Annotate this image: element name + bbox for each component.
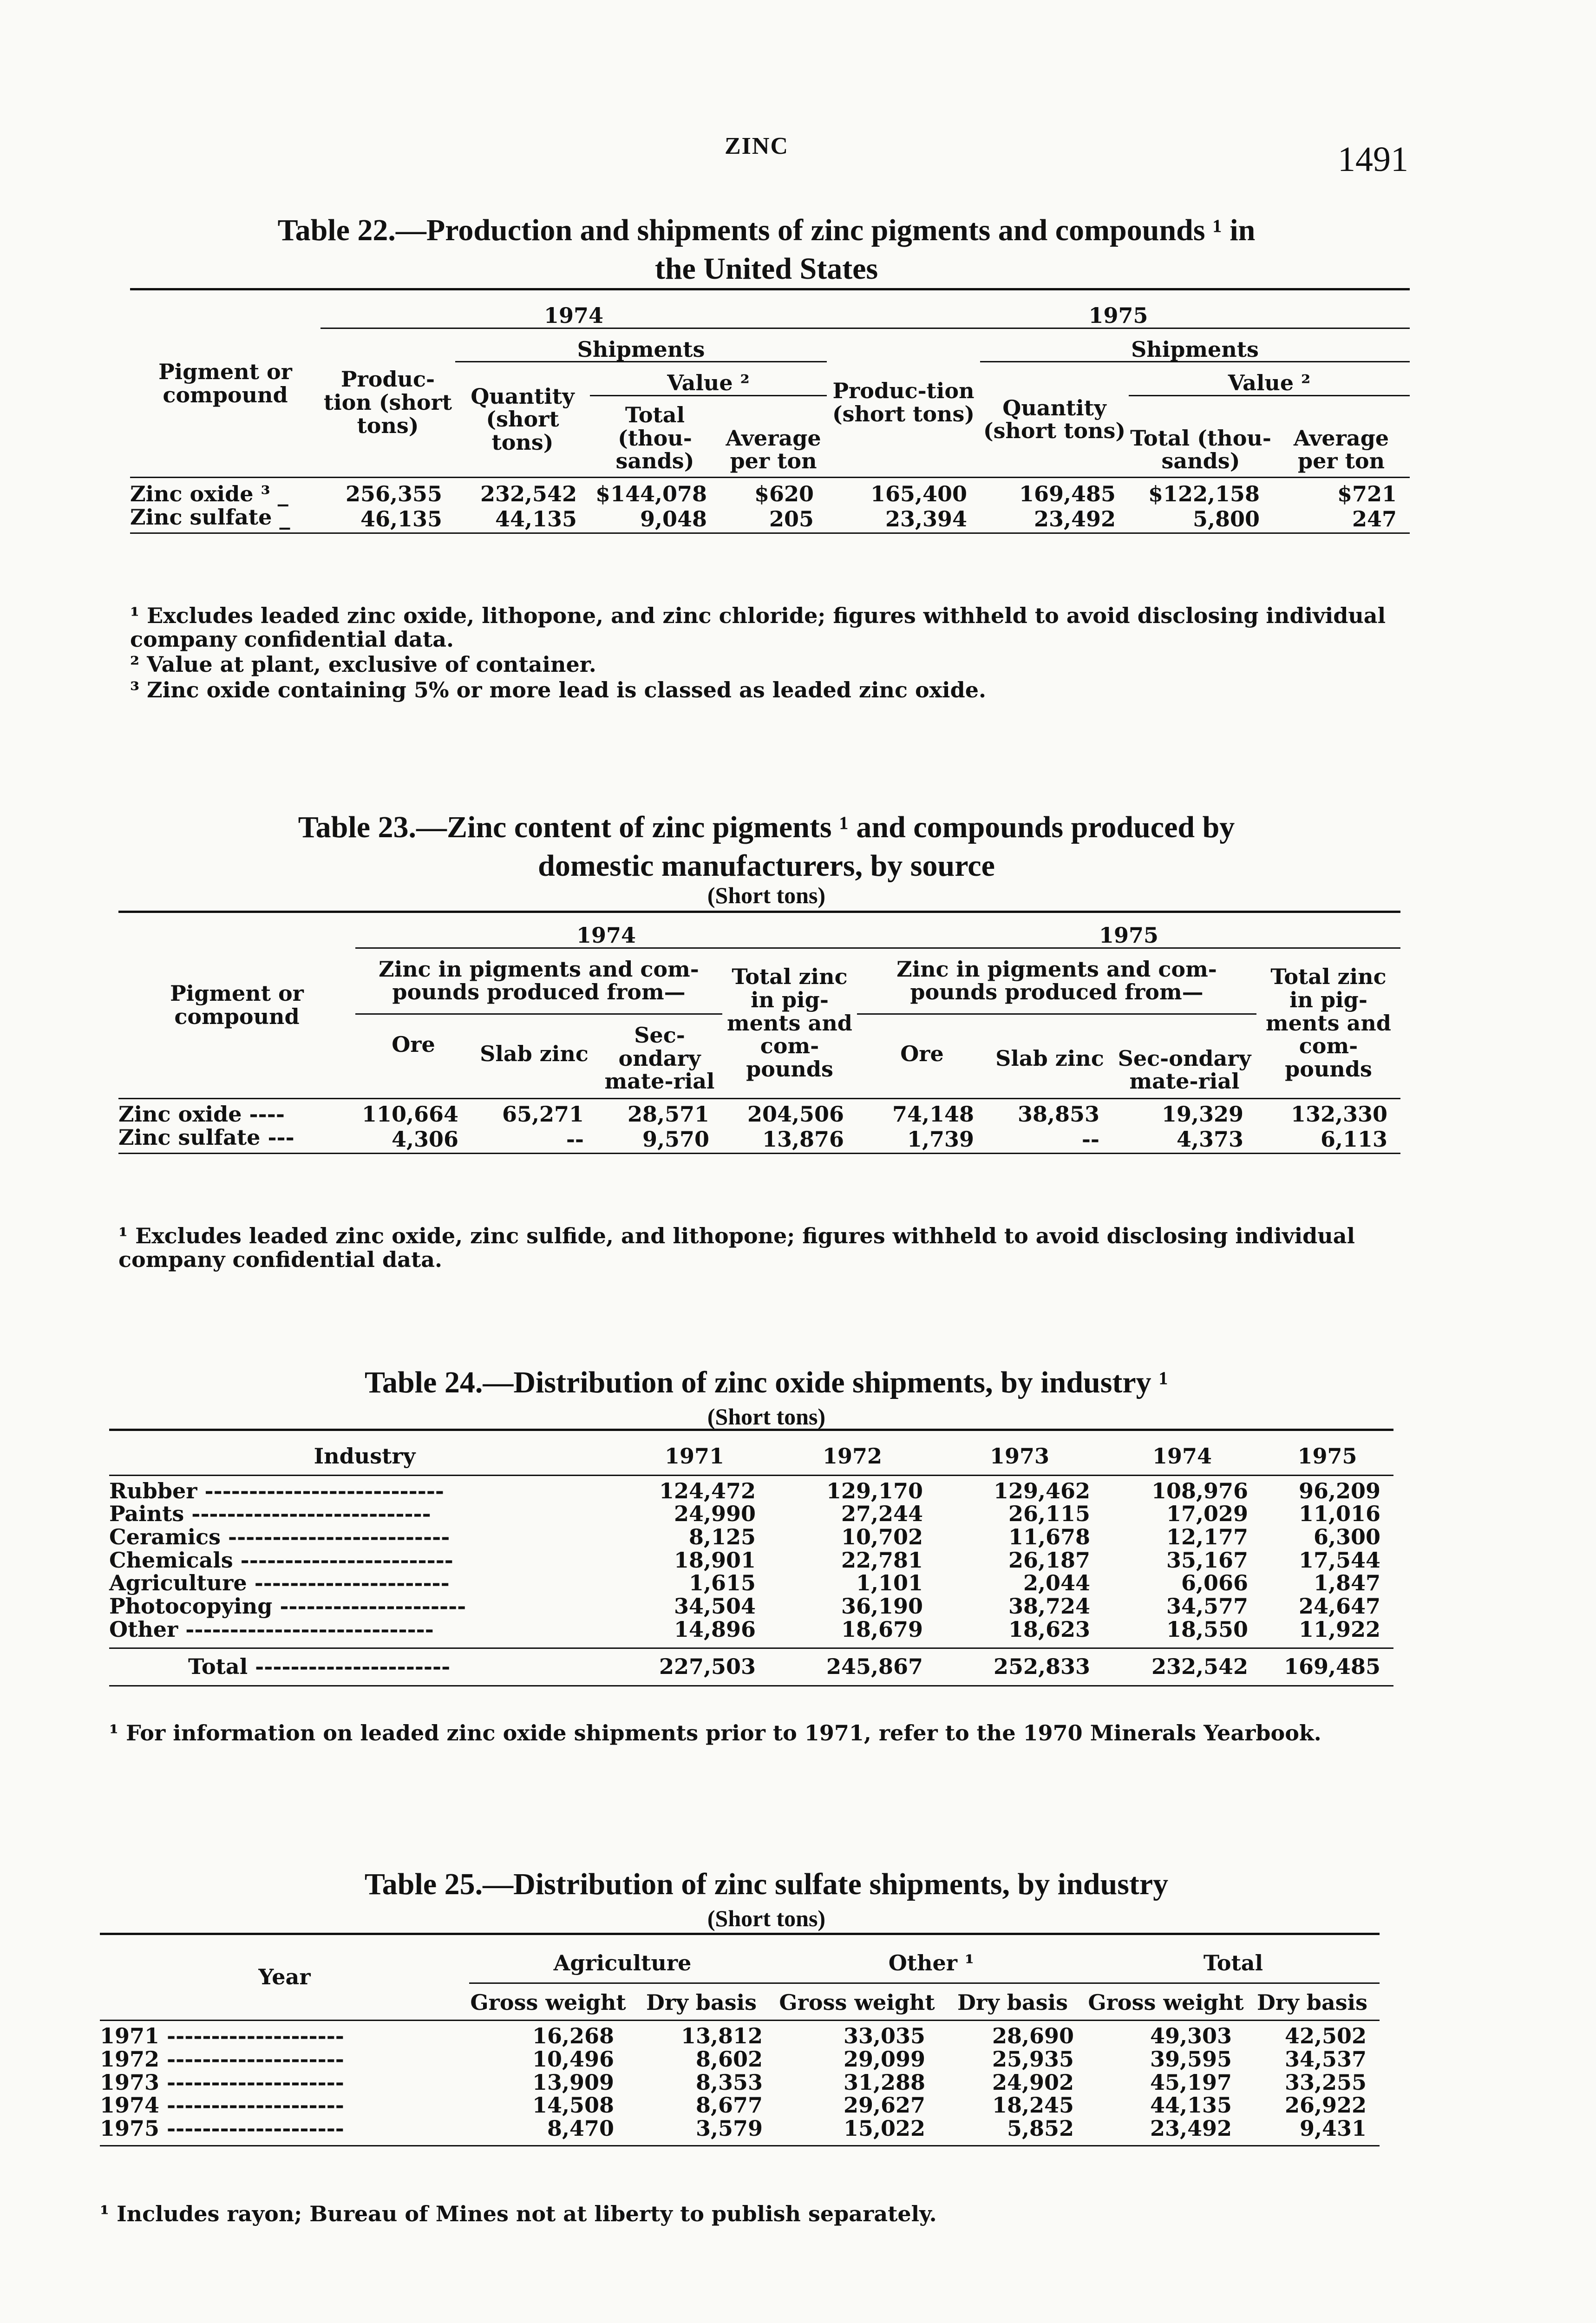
t22-average-1974: Average per ton — [720, 396, 827, 478]
t25-dry-header: Dry basis — [627, 1983, 776, 2021]
t22-cell: 247 — [1352, 506, 1397, 532]
running-head: ZINC — [725, 133, 789, 159]
t22-cell: 46,135 — [360, 506, 442, 532]
t25-cell: 8,353 — [695, 2069, 763, 2095]
t25-cell: 13,812 — [680, 2023, 763, 2049]
t22-cell: 205 — [769, 506, 814, 532]
t22-cell: 232,542 — [480, 481, 577, 507]
t22-footnotes — [130, 604, 1410, 703]
t25-cell: 3,579 — [695, 2116, 763, 2141]
t25-cell: 33,035 — [843, 2023, 925, 2049]
t25-cell: 49,303 — [1150, 2023, 1232, 2049]
t24-cell: 18,550 — [1166, 1616, 1248, 1642]
t25-cell: 39,595 — [1150, 2047, 1232, 2072]
t22-cell: 9,048 — [640, 506, 707, 532]
t25-cell: 25,935 — [992, 2047, 1074, 2072]
t25-cell: 8,602 — [695, 2047, 763, 2072]
t22-cell: 165,400 — [870, 481, 967, 507]
t25-cell: 44,135 — [1150, 2093, 1232, 2118]
table-22-title-line1: Table 22.—Production and shipments of zinc pigments and compounds ¹ in — [277, 213, 1256, 247]
t24-total-cell: 169,485 — [1283, 1654, 1380, 1680]
t25-row-label: 1972 -------------------- — [100, 2047, 344, 2072]
t24-cell: 1,847 — [1313, 1570, 1380, 1596]
t24-cell: 35,167 — [1166, 1547, 1248, 1573]
table-25-title: Table 25.—Distribution of zinc sulfate shipments, by industry — [364, 1867, 1169, 1901]
t24-cell: 108,976 — [1151, 1478, 1248, 1503]
t24-year-header: 1972 — [822, 1444, 883, 1469]
t22-cell: 23,394 — [885, 506, 967, 532]
t23-cell: 9,570 — [642, 1126, 709, 1152]
table-row — [100, 2094, 1380, 2117]
t25-cell: 28,690 — [992, 2023, 1074, 2049]
t25-cell: 18,245 — [992, 2093, 1074, 2118]
table-row — [109, 1526, 1393, 1549]
t22-production-1974: Produc-tion (short tons) — [321, 328, 455, 477]
t24-row-label: Agriculture ---------------------- — [109, 1570, 450, 1596]
t25-cell: 24,902 — [992, 2069, 1074, 2095]
t25-cell: 34,537 — [1284, 2047, 1367, 2072]
t22-footnote-3: ³ Zinc oxide containing 5% or more lead is classed as leaded zinc oxide. — [130, 677, 987, 702]
t23-cell: 38,853 — [1017, 1102, 1099, 1127]
t25-dry-header: Dry basis — [1245, 1983, 1380, 2021]
table-row — [109, 1503, 1393, 1526]
t23-cell: 4,306 — [391, 1126, 458, 1152]
t22-total-1975: Total (thou-sands) — [1129, 396, 1273, 478]
t22-cell: $620 — [754, 481, 814, 507]
t24-cell: 14,896 — [674, 1616, 756, 1642]
t24-total-cell: 252,833 — [993, 1654, 1090, 1680]
t24-year-header: 1974 — [1152, 1444, 1212, 1469]
t22-cell: $144,078 — [595, 481, 707, 507]
t25-dry-header: Dry basis — [938, 1983, 1087, 2021]
t23-cell: -- — [1081, 1126, 1099, 1152]
t23-secondary-1974: Sec-ondary mate-rial — [597, 1014, 722, 1099]
t24-cell: 26,187 — [1008, 1547, 1090, 1573]
t23-cell: -- — [566, 1126, 584, 1152]
table-22 — [130, 288, 1410, 534]
table-row — [100, 2117, 1380, 2146]
t23-slab-1975: Slab zinc — [987, 1014, 1112, 1099]
t24-cell: 6,066 — [1181, 1570, 1248, 1596]
t24-cell: 11,016 — [1298, 1501, 1380, 1527]
t23-pigment-header: Pigment or compound — [118, 912, 355, 1099]
t25-cell: 14,508 — [532, 2093, 614, 2118]
t25-gross-header: Gross weight — [776, 1983, 938, 2021]
t22-footnote-1: ¹ Excludes leaded zinc oxide, lithopone, and zinc chloride; figures withheld to avoid disclosing individual company confidential data. — [130, 603, 1386, 652]
t22-pigment-header: Pigment or compound — [130, 289, 321, 478]
table-23-title-line2: domestic manufacturers, by source — [538, 848, 995, 883]
table-23-title-line1: Table 23.—Zinc content of zinc pigments ¹ and compounds produced by — [298, 810, 1235, 844]
table-total-row — [109, 1648, 1393, 1686]
t25-cell: 8,677 — [695, 2093, 763, 2118]
t24-industry-header: Industry — [314, 1444, 416, 1469]
t25-cell: 45,197 — [1150, 2069, 1232, 2095]
table-24 — [109, 1429, 1393, 1686]
t24-cell: 10,702 — [841, 1524, 923, 1550]
table-row — [130, 478, 1410, 506]
t25-agriculture-header: Agriculture — [469, 1934, 776, 1983]
t24-cell: 18,901 — [674, 1547, 756, 1573]
table-row — [100, 2021, 1380, 2048]
t22-cell: 5,800 — [1192, 506, 1260, 532]
t25-row-label: 1971 -------------------- — [100, 2023, 344, 2049]
t24-cell: 96,209 — [1298, 1478, 1380, 1503]
t24-cell: 17,544 — [1298, 1547, 1380, 1573]
t23-zinc-in-1975: Zinc in pigments and com-pounds produced from— — [857, 948, 1256, 1014]
table-row — [100, 2071, 1380, 2094]
t23-footnotes — [118, 1224, 1400, 1273]
table-row — [109, 1572, 1393, 1595]
t23-units: (Short tons) — [707, 882, 826, 908]
t24-cell: 12,177 — [1166, 1524, 1248, 1550]
t25-gross-header: Gross weight — [1087, 1983, 1245, 2021]
table-row — [130, 506, 1410, 533]
t25-cell: 42,502 — [1284, 2023, 1367, 2049]
t22-average-1975: Average per ton — [1273, 396, 1410, 478]
t25-footnote-1: ¹ Includes rayon; Bureau of Mines not at liberty to publish separately. — [100, 2201, 937, 2226]
t25-cell: 23,492 — [1150, 2116, 1232, 2141]
t22-shipments-1975: Shipments — [980, 328, 1410, 362]
t22-value-1975: Value ² — [1129, 362, 1410, 396]
t24-total-cell: 245,867 — [826, 1654, 923, 1680]
table-row — [109, 1475, 1393, 1503]
t23-slab-1974: Slab zinc — [471, 1014, 597, 1099]
t22-cell: $122,158 — [1148, 481, 1260, 507]
t22-cell: $721 — [1337, 481, 1397, 507]
t24-cell: 129,462 — [993, 1478, 1090, 1503]
t24-cell: 1,101 — [856, 1570, 923, 1596]
t23-total-1974: Total zinc in pig-ments and com-pounds — [722, 948, 857, 1098]
t22-year-1974: 1974 — [321, 289, 827, 328]
t23-cell: 204,506 — [747, 1102, 844, 1127]
t23-year-1975: 1975 — [857, 912, 1400, 948]
table-row — [118, 1126, 1400, 1154]
t24-footnotes — [109, 1721, 1393, 1747]
t23-row-label: Zinc oxide ---- — [118, 1102, 285, 1127]
t25-cell: 13,909 — [532, 2069, 614, 2095]
table-row — [109, 1549, 1393, 1572]
t24-total-cell: 232,542 — [1151, 1654, 1248, 1680]
t25-gross-header: Gross weight — [469, 1983, 627, 2021]
table-row — [109, 1618, 1393, 1648]
t25-row-label: 1974 -------------------- — [100, 2093, 344, 2118]
t23-cell: 1,739 — [907, 1126, 974, 1152]
t24-row-label: Other ---------------------------- — [109, 1616, 434, 1642]
t24-row-label: Rubber --------------------------- — [109, 1478, 444, 1503]
t22-year-1975: 1975 — [827, 289, 1410, 328]
t22-row-label: Zinc oxide ³ _ — [130, 481, 288, 507]
table-23-title — [139, 808, 1393, 885]
t24-footnote-1: ¹ For information on leaded zinc oxide shipments prior to 1971, refer to the 1970 Minerals Yearbook. — [109, 1720, 1321, 1746]
t22-quantity-1974: Quantity (short tons) — [455, 362, 590, 478]
t23-ore-1975: Ore — [857, 1014, 987, 1099]
table-row — [118, 1099, 1400, 1126]
t24-units: (Short tons) — [707, 1404, 826, 1430]
t23-cell: 4,373 — [1176, 1126, 1243, 1152]
t25-cell: 10,496 — [532, 2047, 614, 2072]
t24-cell: 11,922 — [1298, 1616, 1380, 1642]
t22-cell: 256,355 — [345, 481, 442, 507]
t25-cell: 31,288 — [843, 2069, 925, 2095]
t25-cell: 5,852 — [1007, 2116, 1074, 2141]
t23-ore-1974: Ore — [355, 1014, 471, 1099]
t23-cell: 110,664 — [361, 1102, 458, 1127]
t22-total-1974: Total (thou-sands) — [590, 396, 720, 478]
t24-cell: 24,990 — [674, 1501, 756, 1527]
t22-shipments-1974: Shipments — [455, 328, 827, 362]
t24-cell: 11,678 — [1008, 1524, 1090, 1550]
t25-cell: 29,627 — [843, 2093, 925, 2118]
t24-cell: 26,115 — [1008, 1501, 1090, 1527]
t24-row-label: Ceramics ------------------------- — [109, 1524, 450, 1550]
t24-year-header: 1973 — [989, 1444, 1050, 1469]
t25-row-label: 1973 -------------------- — [100, 2069, 344, 2095]
t23-row-label: Zinc sulfate --- — [118, 1124, 294, 1150]
t24-cell: 27,244 — [841, 1501, 923, 1527]
table-24-title: Table 24.—Distribution of zinc oxide shipments, by industry ¹ — [365, 1365, 1168, 1399]
t25-cell: 8,470 — [547, 2116, 614, 2141]
t24-row-label: Photocopying --------------------- — [109, 1594, 466, 1619]
t25-cell: 15,022 — [843, 2116, 925, 2141]
t25-cell: 29,099 — [843, 2047, 925, 2072]
t24-total-label: Total ---------------------- — [188, 1654, 451, 1680]
t24-row-label: Chemicals ------------------------ — [109, 1547, 453, 1573]
t24-cell: 34,577 — [1166, 1594, 1248, 1619]
t25-row-label: 1975 -------------------- — [100, 2116, 344, 2141]
t24-cell: 22,781 — [841, 1547, 923, 1573]
t25-cell: 16,268 — [532, 2023, 614, 2049]
table-22-title-line2: the United States — [654, 251, 878, 286]
t24-cell: 6,300 — [1313, 1524, 1380, 1550]
t23-cell: 132,330 — [1290, 1102, 1387, 1127]
t25-footnotes — [100, 2202, 1380, 2228]
t24-cell: 124,472 — [659, 1478, 756, 1503]
t24-cell: 1,615 — [688, 1570, 756, 1596]
t24-cell: 38,724 — [1008, 1594, 1090, 1619]
t23-cell: 13,876 — [762, 1126, 844, 1152]
t25-year-header: Year — [100, 1934, 469, 2021]
table-23 — [118, 911, 1400, 1154]
t23-cell: 74,148 — [892, 1102, 974, 1127]
t23-cell: 65,271 — [502, 1102, 584, 1127]
t25-total-header: Total — [1087, 1934, 1380, 1983]
table-row — [100, 2048, 1380, 2071]
t24-cell: 129,170 — [826, 1478, 923, 1503]
t23-cell: 19,329 — [1161, 1102, 1243, 1127]
t22-quantity-1975: Quantity (short tons) — [980, 362, 1129, 478]
t23-cell: 6,113 — [1320, 1126, 1387, 1152]
t22-cell: 23,492 — [1033, 506, 1116, 532]
t24-cell: 36,190 — [841, 1594, 923, 1619]
t24-cell: 8,125 — [688, 1524, 756, 1550]
t23-zinc-in-1974: Zinc in pigments and com-pounds produced from— — [355, 948, 722, 1014]
t23-total-1975: Total zinc in pig-ments and com-pounds — [1256, 948, 1400, 1098]
t22-cell: 169,485 — [1019, 481, 1116, 507]
t23-cell: 28,571 — [627, 1102, 709, 1127]
t24-year-header: 1975 — [1297, 1444, 1357, 1469]
t23-year-1974: 1974 — [355, 912, 857, 948]
t24-row-label: Paints --------------------------- — [109, 1501, 431, 1527]
t24-cell: 34,504 — [674, 1594, 756, 1619]
t24-cell: 18,623 — [1008, 1616, 1090, 1642]
t22-production-1975: Produc-tion (short tons) — [827, 328, 980, 477]
page-number: 1491 — [1338, 140, 1408, 179]
t22-value-1974: Value ² — [590, 362, 827, 396]
table-22-title — [139, 211, 1393, 288]
t24-year-header: 1971 — [664, 1444, 725, 1469]
t25-units: (Short tons) — [707, 1905, 826, 1931]
t22-row-label: Zinc sulfate _ — [130, 504, 290, 530]
t25-cell: 9,431 — [1299, 2116, 1367, 2141]
t24-cell: 2,044 — [1023, 1570, 1090, 1596]
t24-cell: 18,679 — [841, 1616, 923, 1642]
t24-cell: 17,029 — [1166, 1501, 1248, 1527]
t24-total-cell: 227,503 — [659, 1654, 756, 1680]
table-25 — [100, 1933, 1380, 2146]
t23-footnote-1: ¹ Excludes leaded zinc oxide, zinc sulfide, and lithopone; figures withheld to avoid disclosing individual company confidential data. — [118, 1223, 1355, 1272]
t24-cell: 24,647 — [1298, 1594, 1380, 1619]
t25-cell: 33,255 — [1284, 2069, 1367, 2095]
t23-secondary-1975: Sec-ondary mate-rial — [1112, 1014, 1256, 1099]
t22-footnote-2: ² Value at plant, exclusive of container. — [130, 652, 596, 677]
t25-cell: 26,922 — [1284, 2093, 1367, 2118]
table-row — [109, 1595, 1393, 1618]
t22-cell: 44,135 — [495, 506, 577, 532]
t25-other-header: Other ¹ — [776, 1934, 1087, 1983]
